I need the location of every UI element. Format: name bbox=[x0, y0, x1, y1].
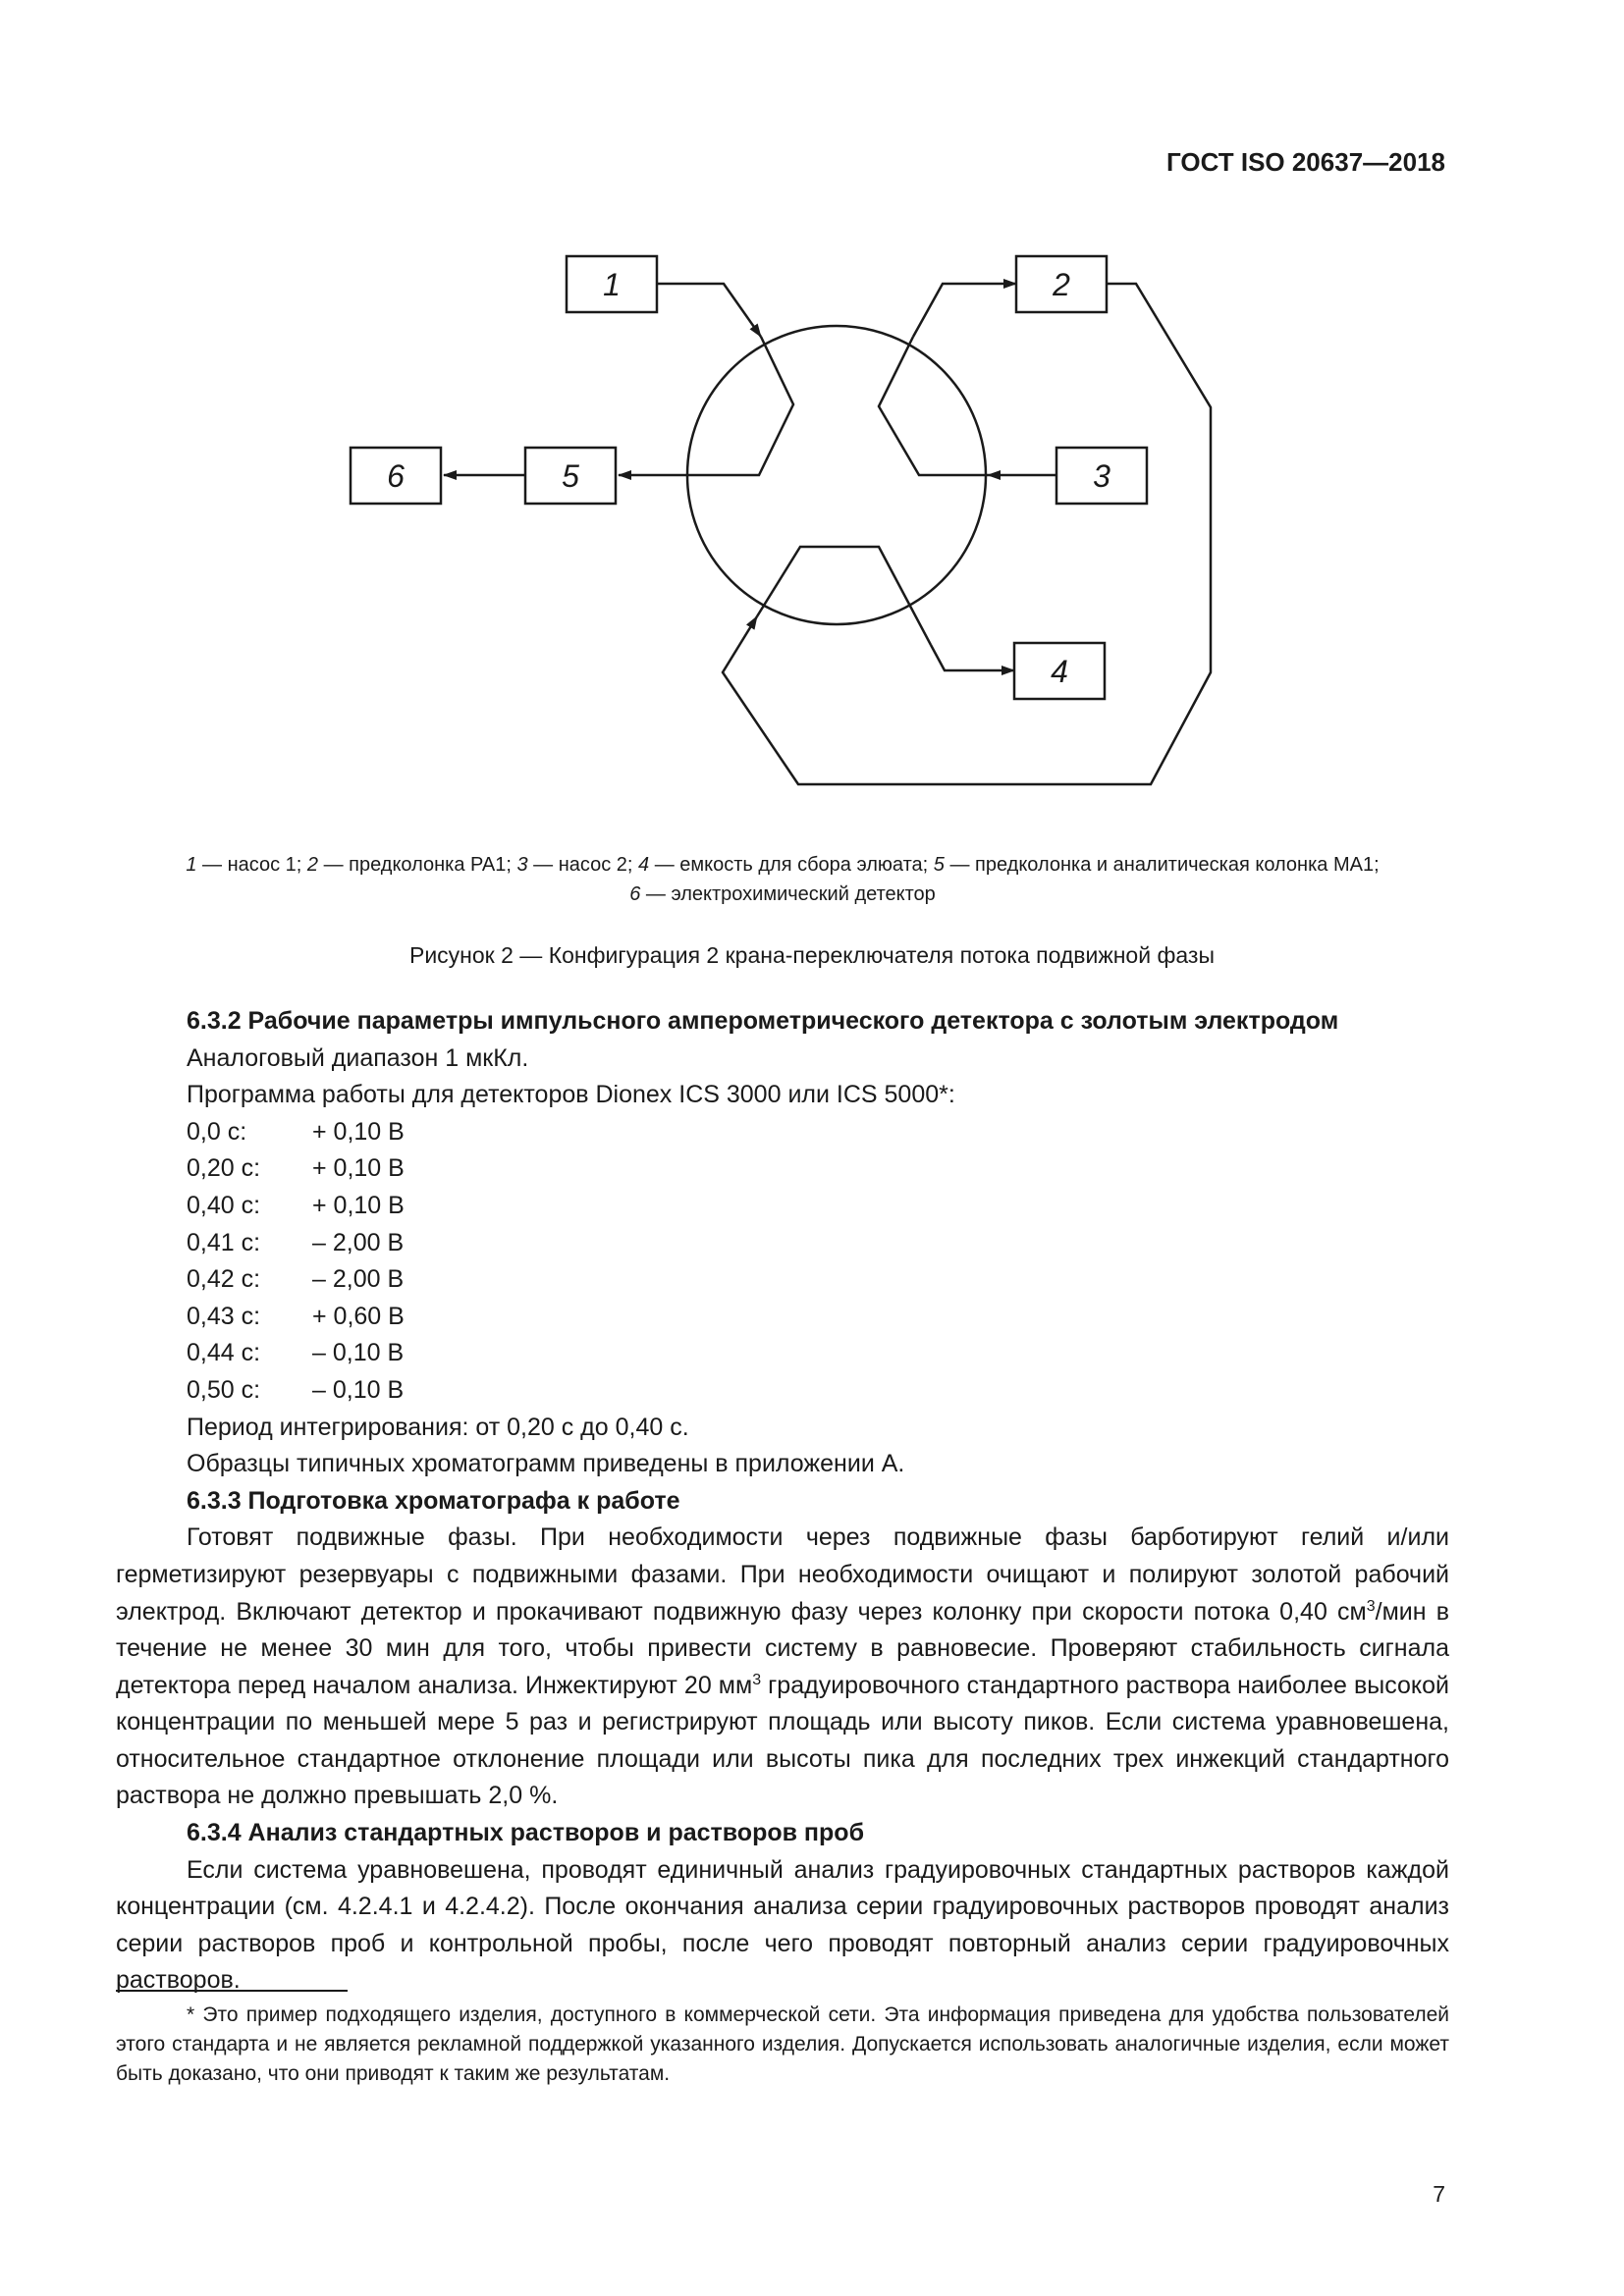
line-1-to-valve bbox=[657, 284, 761, 337]
section-heading-6-3-4: 6.3.4 Анализ стандартных растворов и растворов проб bbox=[187, 1819, 865, 1847]
loop-line bbox=[723, 284, 1211, 784]
program-row: 0,0 с: + 0,10 В bbox=[187, 1117, 405, 1146]
line-valve-to-2 bbox=[913, 284, 1016, 337]
box-label-4: 4 bbox=[1051, 654, 1068, 689]
section-heading-6-3-3: 6.3.3 Подготовка хроматографа к работе bbox=[187, 1486, 680, 1515]
program-row: 0,41 с: – 2,00 В bbox=[187, 1228, 405, 1256]
program-row: 0,40 с: + 0,10 В bbox=[187, 1191, 405, 1219]
analog-range: Аналоговый диапазон 1 мкКл. bbox=[187, 1043, 529, 1072]
page-number: 7 bbox=[1433, 2181, 1445, 2207]
footnote: * Это пример подходящего изделия, доступного в коммерческой сети. Эта информация приведена для удобства пользователей этого стандарта и не является рекламной поддержкой указанного изделия. Допускается использовать аналогичные изделия, если может быть доказано, что они приводят к таким же результатам. bbox=[116, 2003, 1449, 2085]
document-header: ГОСТ ISO 20637—2018 bbox=[1165, 147, 1445, 177]
program-intro: Программа работы для детекторов Dionex ICS 3000 или ICS 5000*: bbox=[187, 1081, 955, 1109]
box-label-1: 1 bbox=[603, 267, 621, 302]
figure-caption: Рисунок 2 — Конфигурация 2 крана-переключателя потока подвижной фазы bbox=[408, 942, 1215, 968]
valve-channel-b bbox=[879, 337, 988, 475]
main-text bbox=[116, 1003, 1449, 2000]
program-row: 0,20 с: + 0,10 В bbox=[187, 1154, 405, 1183]
footnote-divider bbox=[116, 1990, 348, 1992]
section-6-3-4-paragraph: Если система уравновешена, проводят единичный анализ градуировочных стандартных растворов каждой концентрации (см. 4.2.4.1 и 4.2.4.2). После окончания анализа серии градуировочных растворов проводят анализ серии растворов проб и контрольной пробы, после чего проводят повторный анализ серии градуировочных растворов. bbox=[116, 1855, 1449, 1995]
box-label-3: 3 bbox=[1093, 458, 1110, 494]
integration-period: Период интегрирования: от 0,20 с до 0,40 с. bbox=[187, 1413, 689, 1441]
figure-legend: 1 — насос 1; 2 — предколонка PA1; 3 — насос 2; 4 — емкость для сбора элюата; 5 — предколонка и аналитическая колонка МА1; 6 — электрохимический детектор bbox=[186, 854, 1380, 905]
program-row: 0,50 с: – 0,10 В bbox=[187, 1375, 405, 1404]
box-label-2: 2 bbox=[1053, 267, 1070, 302]
section-6-3-3-paragraph: Готовят подвижные фазы. При необходимости через подвижные фазы барботируют гелий и/или герметизируют резервуары с подвижными фазами. При необходимости очищают и полируют золотой рабочий электрод. Включают детектор и прокачивают подвижную фазу через колонку при скорости потока 0,40 $см^3$/мин в течение не менее 30 мин для того, чтобы привести систему в равновесие. Проверяют стабильность сигнала детектора перед началом анализа. Инжектируют 20 $мм^3$ градуировочного стандартного раствора наиболее высокой концентрации по меньшей мере 5 раз и регистрируют площадь или высоту пиков. Если система уравновешена, относительное стандартное отклонение площади или высоты пика для последних трех инжекций стандартного раствора не должно превышать 2,0 %. bbox=[116, 1523, 1449, 1810]
valve-diagram bbox=[0, 0, 1624, 864]
chromatogram-samples: Образцы типичных хроматограмм приведены в приложении А. bbox=[187, 1450, 905, 1478]
program-row: 0,42 с: – 2,00 В bbox=[187, 1265, 405, 1294]
program-row: 0,44 с: – 0,10 В bbox=[187, 1339, 405, 1367]
line-valve-to-4 bbox=[931, 645, 1014, 670]
valve-channel-c bbox=[757, 547, 931, 645]
program-row: 0,43 с: + 0,60 В bbox=[187, 1302, 405, 1330]
box-label-6: 6 bbox=[387, 458, 405, 494]
box-label-5: 5 bbox=[562, 458, 579, 494]
section-heading-6-3-2: 6.3.2 Рабочие параметры импульсного амперометрического детектора с золотым электродом bbox=[187, 1007, 1339, 1035]
